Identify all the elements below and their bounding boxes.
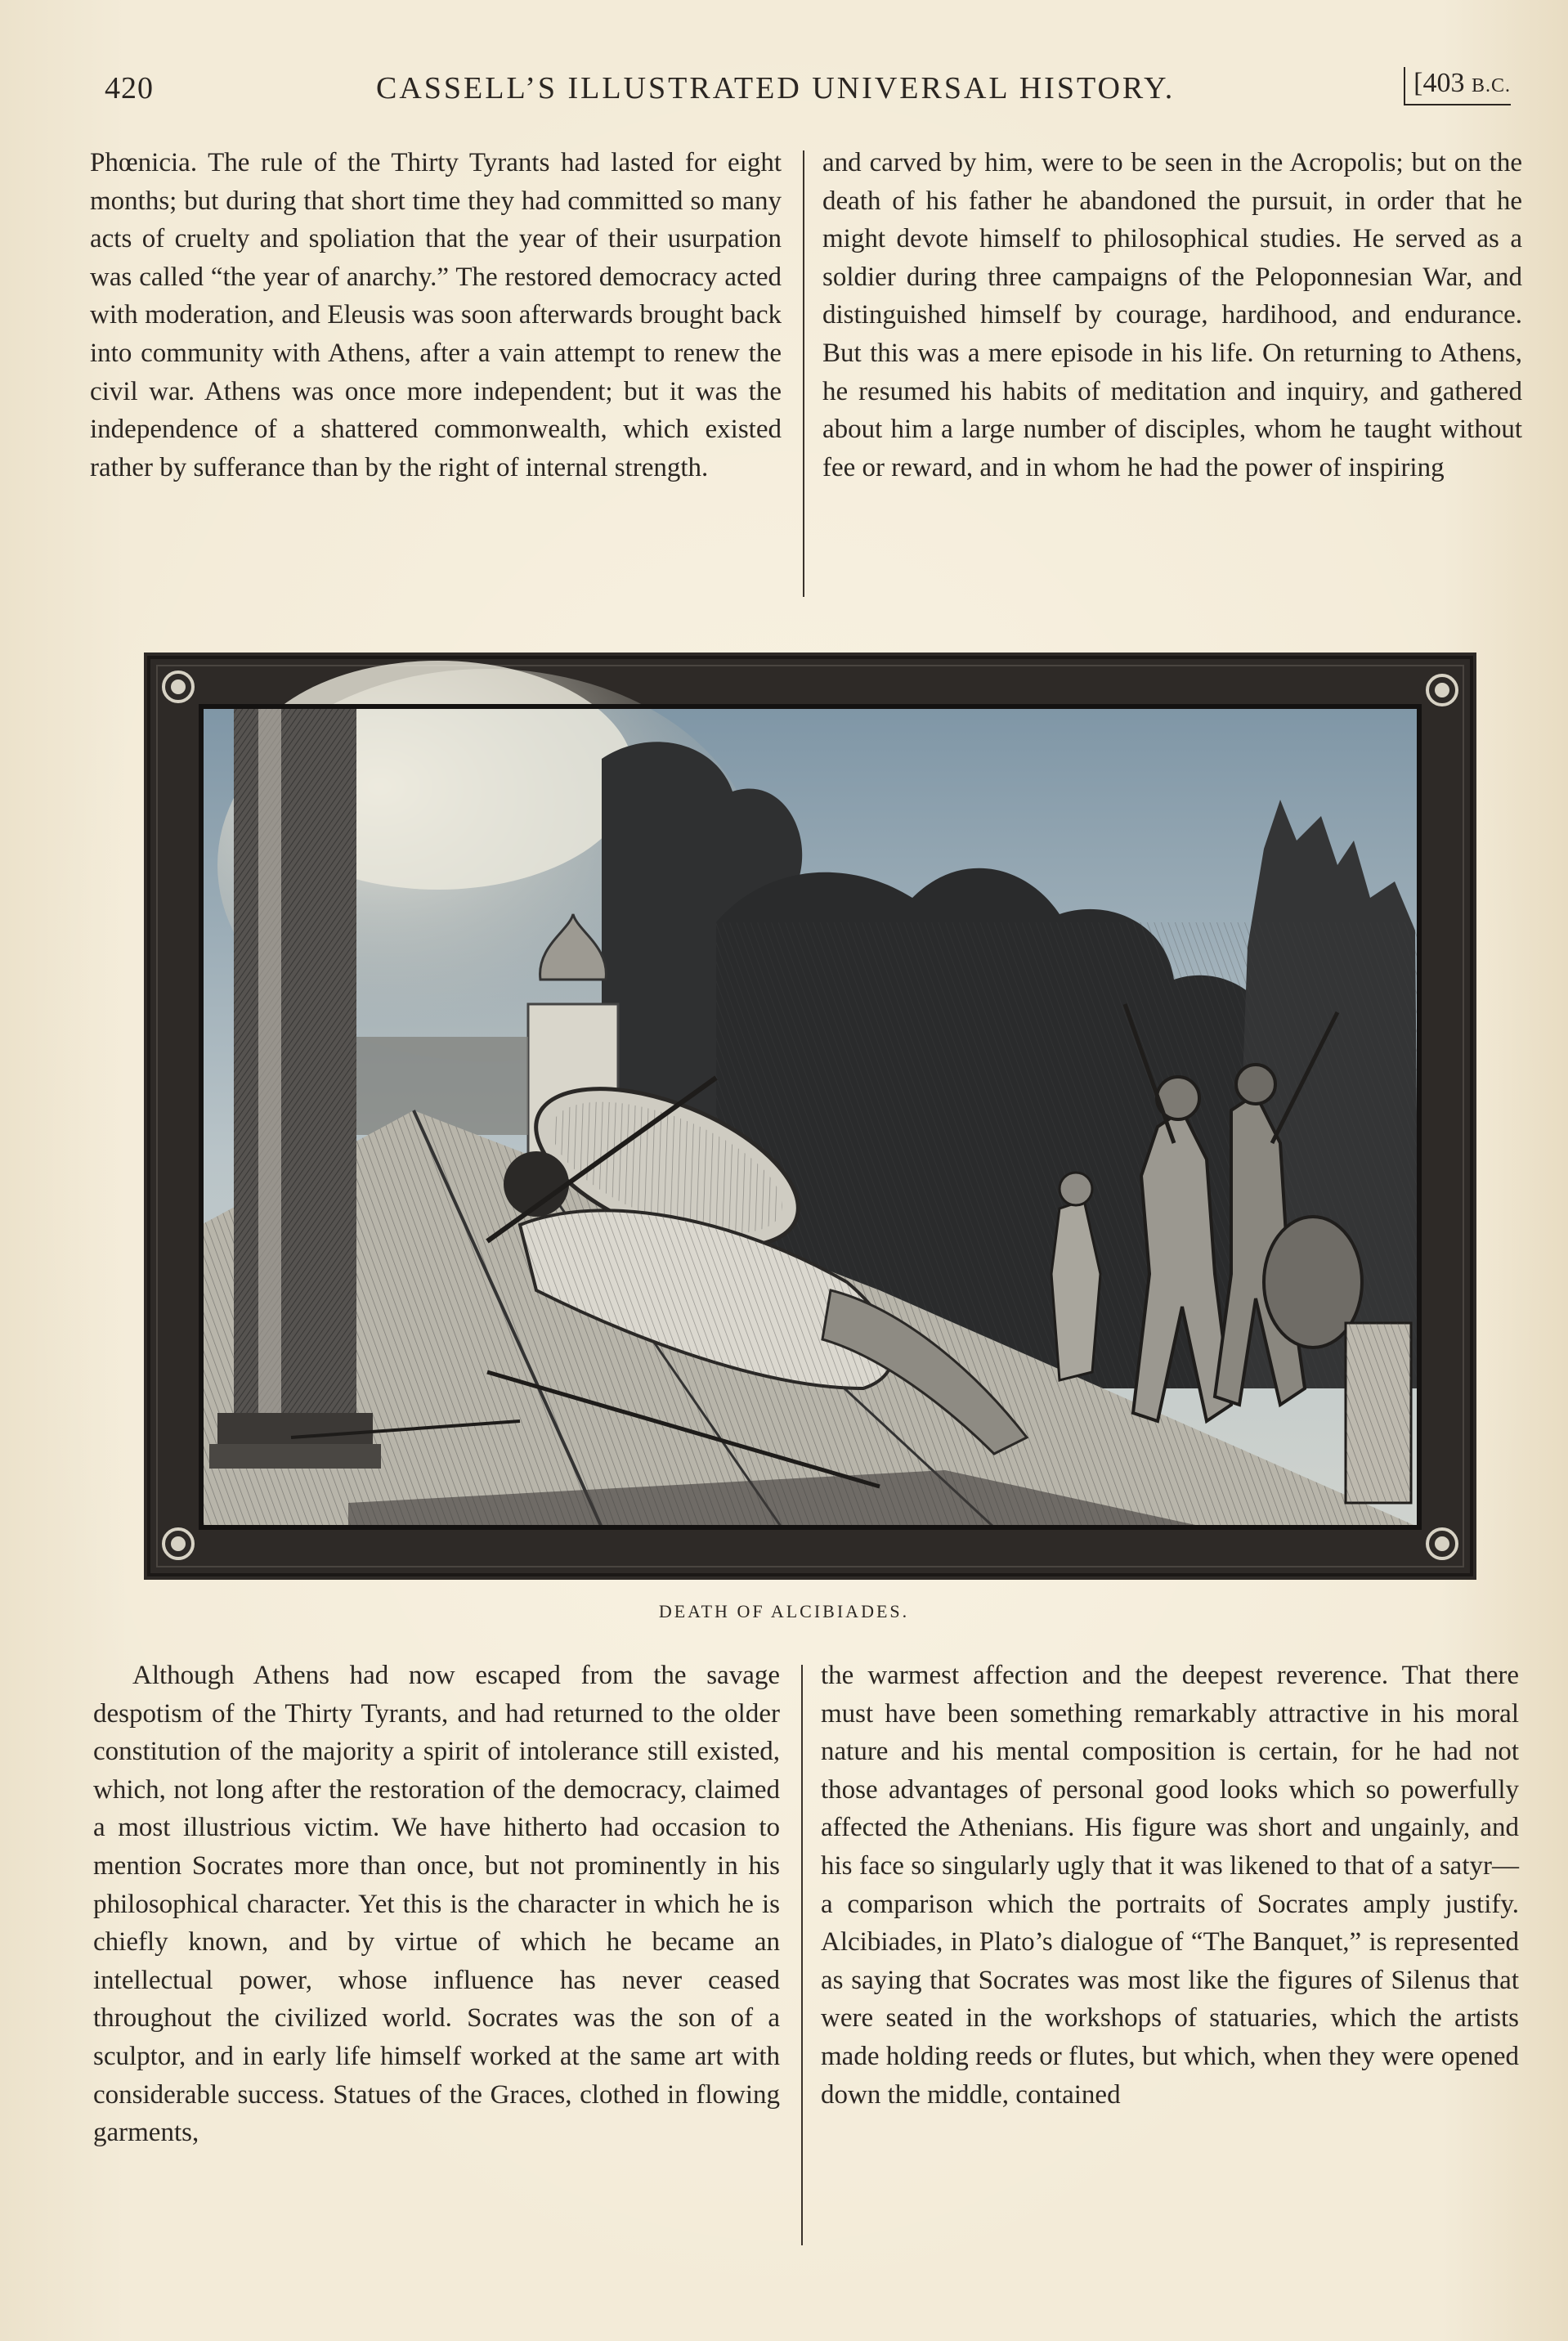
text-column-top-right [822, 144, 1522, 487]
date-range [1404, 67, 1511, 105]
paragraph: Phœnicia. The rule of the Thirty Tyrants had lasted for eight months; but during that short time they had committed so many acts of cruelty and spoliation that the year of their usurpation was called “the year of anarchy.” The restored democracy acted with moderation, and Eleusis was soon afterwards brought back into community with Athens, after a vain attempt to renew the civil war. Athens was once more independent; but it was the independence of a shattered commonwealth, which existed rather by sufferance than by the right of internal strength. [90, 148, 782, 482]
page-number: 420 [105, 71, 154, 105]
text-column-bottom-left [93, 1657, 780, 2152]
paragraph: Although Athens had now escaped from the savage despotism of the Thirty Tyrants, and had returned to the older constitution of the majority a spirit of intolerance still existed, which, not long after the restoration of the democracy, claimed a most illustrious victim. We have hitherto had occasion to mention Socrates more than once, but not prominently in his philosophical character. Yet this is the character in which he is chiefly known, and by virtue of which he became an intellectual power, whose influence has never ceased throughout the civilized world. Socrates was the son of a sculptor, and in early life himself worked at the same art with considerable success. Statues of the Graces, clothed in flowing garments, [93, 1661, 780, 2148]
date-prefix: [403 [1413, 68, 1465, 98]
figure-caption: DEATH OF ALCIBIADES. [658, 1601, 910, 1621]
column-divider [801, 1665, 803, 2245]
running-head [105, 70, 1511, 119]
engraving-illustration [144, 653, 1476, 1580]
text-column-top-left [90, 144, 782, 487]
paragraph: the warmest affection and the deepest reverence. That there must have been something remarkably attractive in his moral nature and his mental composition is certain, for he had not those advantages of personal good looks which so powerfully affected the Athenians. His figure was short and ungainly, and his face so singularly ugly that it was likened to that of a satyr—a comparison which the portraits of Socrates amply justify. Alcibiades, in Plato’s dialogue of “The Banquet,” is represented as saying that Socrates was most like the figures of Silenus that were seated in the workshops of statuaries, which the artists made holding reeds or flutes, but which, when they were opened down the middle, contained [821, 1661, 1519, 2110]
illustration-art [144, 653, 1476, 1580]
column-divider [803, 150, 804, 597]
text-column-bottom-right [821, 1657, 1519, 2114]
paragraph: and carved by him, were to be seen in the Acropolis; but on the death of his father he abandoned the pursuit, in order that he might devote himself to philosophical studies. He served as a soldier during three campaigns of the Peloponnesian War, and distinguished himself by courage, hardihood, and endurance. But this was a mere episode in his life. On returning to Athens, he resumed his habits of meditation and inquiry, and gathered about him a large number of disciples, whom he taught without fee or reward, and in whom he had the power of inspiring [822, 148, 1522, 482]
book-title: CASSELL’S ILLUSTRATED UNIVERSAL HISTORY. [376, 71, 1176, 105]
date-suffix: B.C. [1471, 75, 1511, 96]
